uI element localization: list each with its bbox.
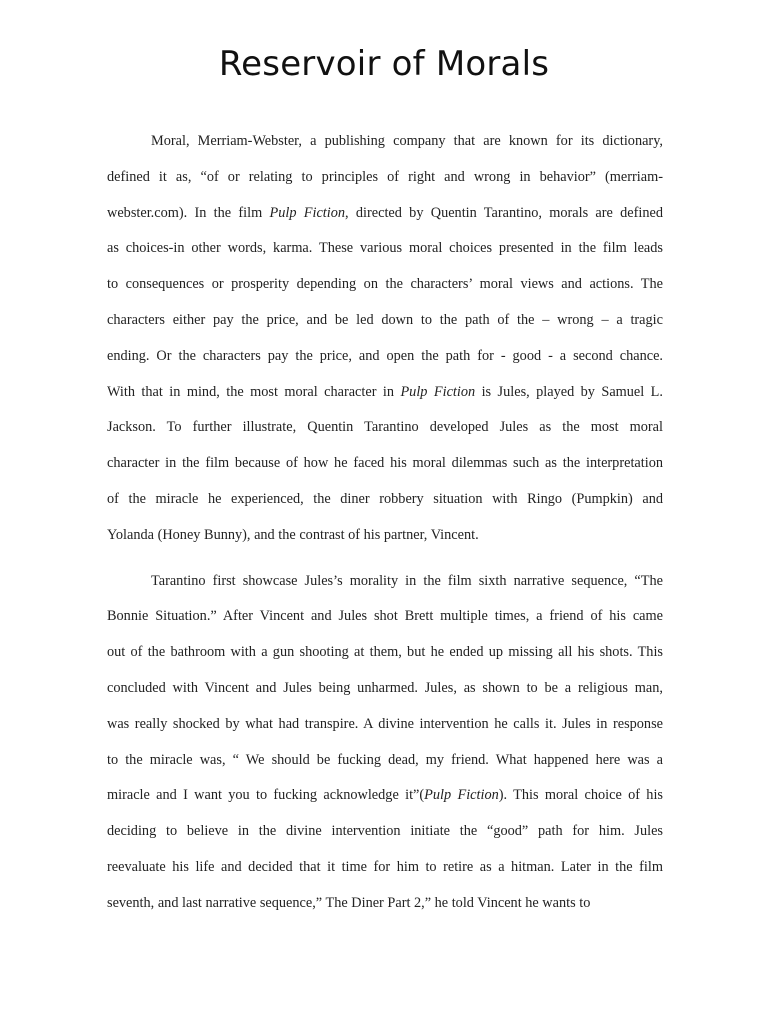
text-run: deciding to believe in the divine intervention initiate the “good” path for him. Jules: [107, 823, 663, 840]
text-run: as choices-in other words, karma. These various moral choices presented in the film leads: [107, 240, 663, 257]
paragraph: [107, 568, 663, 926]
text-line: [107, 486, 663, 522]
text-line: [107, 818, 663, 854]
text-line: [107, 271, 663, 307]
text-line: [107, 747, 663, 783]
text-line: [107, 522, 663, 558]
text-run: With that in mind, the most moral character in: [107, 383, 401, 400]
text-run: Yolanda (Honey Bunny), and the contrast of his partner, Vincent.: [107, 526, 479, 543]
text-run: seventh, and last narrative sequence,” The Diner Part 2,” he told Vincent he wants to: [107, 894, 591, 911]
text-line: [107, 379, 663, 415]
film-title-italic: Pulp Fiction: [424, 787, 499, 804]
text-run: webster.com). In the film: [107, 204, 270, 221]
text-run: Moral, Merriam-Webster, a publishing company that are known for its dictionary,: [151, 133, 663, 149]
text-run: ending. Or the characters pay the price, and open the path for - good - a second chance.: [107, 347, 663, 364]
text-run: of the miracle he experienced, the diner robbery situation with Ringo (Pumpkin) and: [107, 490, 663, 507]
text-line: [107, 854, 663, 890]
text-line: [107, 782, 663, 818]
text-run: concluded with Vincent and Jules being unharmed. Jules, as shown to be a religious man,: [107, 679, 663, 696]
text-line: [107, 200, 663, 236]
text-run: character in the film because of how he faced his moral dilemmas such as the interpretation: [107, 455, 663, 472]
text-run: ). This moral choice of his: [498, 787, 663, 804]
text-line: [107, 164, 663, 200]
text-line: [107, 568, 663, 604]
text-run: Bonnie Situation.” After Vincent and Jules shot Brett multiple times, a friend of his came: [107, 608, 663, 625]
text-run: miracle and I want you to fucking acknowledge it”(: [107, 787, 425, 804]
text-line: [107, 675, 663, 711]
text-run: reevaluate his life and decided that it time for him to retire as a hitman. Later in the film: [107, 858, 663, 875]
paragraph: [107, 128, 663, 558]
text-run: to consequences or prosperity depending on the characters’ moral views and actions. The: [107, 276, 663, 293]
text-run: was really shocked by what had transpire. A divine intervention he calls it. Jules in response: [107, 715, 663, 732]
text-run: , directed by Quentin Tarantino, morals are defined: [345, 204, 663, 221]
text-line: [107, 128, 663, 164]
text-run: is Jules, played by Samuel L.: [475, 383, 663, 400]
text-line: [107, 450, 663, 486]
text-line: [107, 639, 663, 675]
text-line: [107, 603, 663, 639]
text-run: defined it as, “of or relating to principles of right and wrong in behavior” (merriam-: [107, 168, 663, 185]
text-run: out of the bathroom with a gun shooting at them, but he ended up missing all his shots. This: [107, 644, 663, 661]
film-title-italic: Pulp Fiction: [269, 204, 346, 221]
text-run: characters either pay the price, and be led down to the path of the – wrong – a tragic: [107, 311, 663, 328]
text-line: [107, 414, 663, 450]
text-run: Jackson. To further illustrate, Quentin Tarantino developed Jules as the most moral: [107, 419, 663, 436]
document-title: Reservoir of Morals: [218, 44, 550, 84]
text-line: [107, 235, 663, 271]
text-line: [107, 890, 663, 926]
text-line: [107, 307, 663, 343]
text-run: Tarantino first showcase Jules’s morality in the film sixth narrative sequence, “The: [151, 572, 663, 589]
text-line: [107, 343, 663, 379]
text-line: [107, 711, 663, 747]
document-body: [107, 128, 663, 926]
text-run: to the miracle was, “ We should be fucking dead, my friend. What happened here was a: [107, 751, 663, 768]
film-title-italic: Pulp Fiction: [400, 383, 476, 400]
